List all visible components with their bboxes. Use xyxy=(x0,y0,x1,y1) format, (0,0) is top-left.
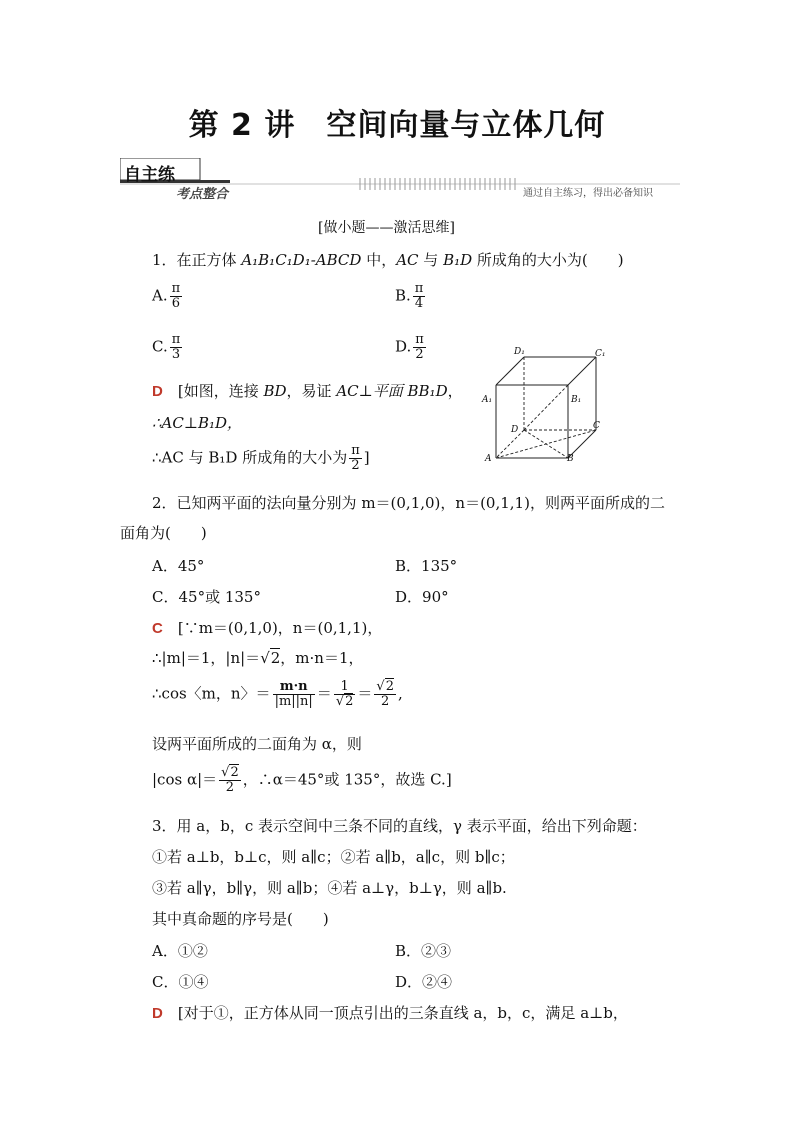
q2-solution-line-2: ∴|m|＝1，|n|＝√2，m·n＝1， xyxy=(152,649,364,667)
banner-sub-label: 考点整合 xyxy=(176,187,229,202)
q1-stem: 1．在正方体 A₁B₁C₁D₁-ABCD 中，AC 与 B₁D 所成角的大小为( ) xyxy=(152,251,624,269)
q2-solution-line-4: 设两平面所成的二面角为 α，则 xyxy=(152,735,362,753)
label-A1: A₁ xyxy=(482,395,493,405)
q1-option-c: C. $\frac{\pi}{3}$ xyxy=(152,332,181,362)
cube-figure xyxy=(478,345,618,470)
banner-right-text: 通过自主练习，得出必备知识 xyxy=(523,188,653,199)
q2-stem-line-1: 2．已知两平面的法向量分别为 m＝(0,1,0)，n＝(0,1,1)，则两平面所成的二 xyxy=(152,494,665,512)
q3-stem-line-4: 其中真命题的序号是( ) xyxy=(152,910,329,928)
q2-option-d: D．90° xyxy=(395,588,449,606)
q3-option-d: D．②④ xyxy=(395,973,453,991)
q1-answer: D xyxy=(152,383,163,400)
q3-option-b: B．②③ xyxy=(395,942,452,960)
label-A: A xyxy=(485,454,492,464)
q2-solution-line-3: ∴cos〈m，n〉＝ $\frac{m\cdot n}{|m||n|}$ ＝ $\frac{1}{√2}$ ＝ $\frac{√2}{2}$ , xyxy=(152,679,403,709)
q3-solution-line-1: D [对于①，正方体从同一顶点引出的三条直线 a，b，c，满足 a⊥b， xyxy=(152,1004,628,1022)
q1-solution-line-3: ∴AC 与 B₁D 所成角的大小为 $\frac{\pi}{2}$ ] xyxy=(152,443,370,473)
banner-main-label: 自主练 xyxy=(124,165,175,185)
q1-option-d: D. $\frac{\pi}{2}$ xyxy=(395,332,424,362)
q2-option-c: C．45°或 135° xyxy=(152,588,261,606)
label-B: B xyxy=(567,454,574,464)
q1-option-a: A. $\frac{\pi}{6}$ xyxy=(152,281,181,311)
label-B1: B₁ xyxy=(571,395,582,405)
q3-stem-line-2: ①若 a⊥b，b⊥c，则 a∥c；②若 a∥b，a∥c，则 b∥c； xyxy=(152,848,515,866)
section-heading: [做小题——激活思维] xyxy=(318,220,455,236)
q1-solution-line-1: D [如图，连接 BD，易证 AC⊥平面 BB₁D， xyxy=(152,382,463,400)
q1-option-b: B. $\frac{\pi}{4}$ xyxy=(395,281,424,311)
q3-option-a: A．①② xyxy=(152,942,208,960)
label-C1: C₁ xyxy=(595,349,606,359)
q2-stem-line-2: 面角为( ) xyxy=(120,524,207,542)
q3-answer: D xyxy=(152,1005,163,1022)
q2-option-a: A．45° xyxy=(152,557,205,575)
q2-answer: C xyxy=(152,620,163,637)
cube-diagram xyxy=(478,345,618,470)
label-D: D xyxy=(511,425,519,435)
page-title: 第 2 讲 空间向量与立体几何 xyxy=(188,108,606,143)
q3-option-c: C．①④ xyxy=(152,973,209,991)
label-D1: D₁ xyxy=(514,347,525,357)
label-C: C xyxy=(593,421,600,431)
q3-stem-line-3: ③若 a∥γ，b∥γ，则 a∥b；④若 a⊥γ，b⊥γ，则 a∥b. xyxy=(152,879,507,897)
q2-option-b: B．135° xyxy=(395,557,458,575)
q2-solution-line-1: C [∵m＝(0,1,0)，n＝(0,1,1)， xyxy=(152,619,383,637)
q2-solution-line-5: |cos α|＝ $\frac{√2}{2}$ ，∴α＝45°或 135°，故选 C.] xyxy=(152,765,452,795)
q3-stem-line-1: 3．用 a，b，c 表示空间中三条不同的直线，γ 表示平面，给出下列命题： xyxy=(152,817,647,835)
q1-solution-line-2: ∴AC⊥B₁D， xyxy=(152,414,243,432)
